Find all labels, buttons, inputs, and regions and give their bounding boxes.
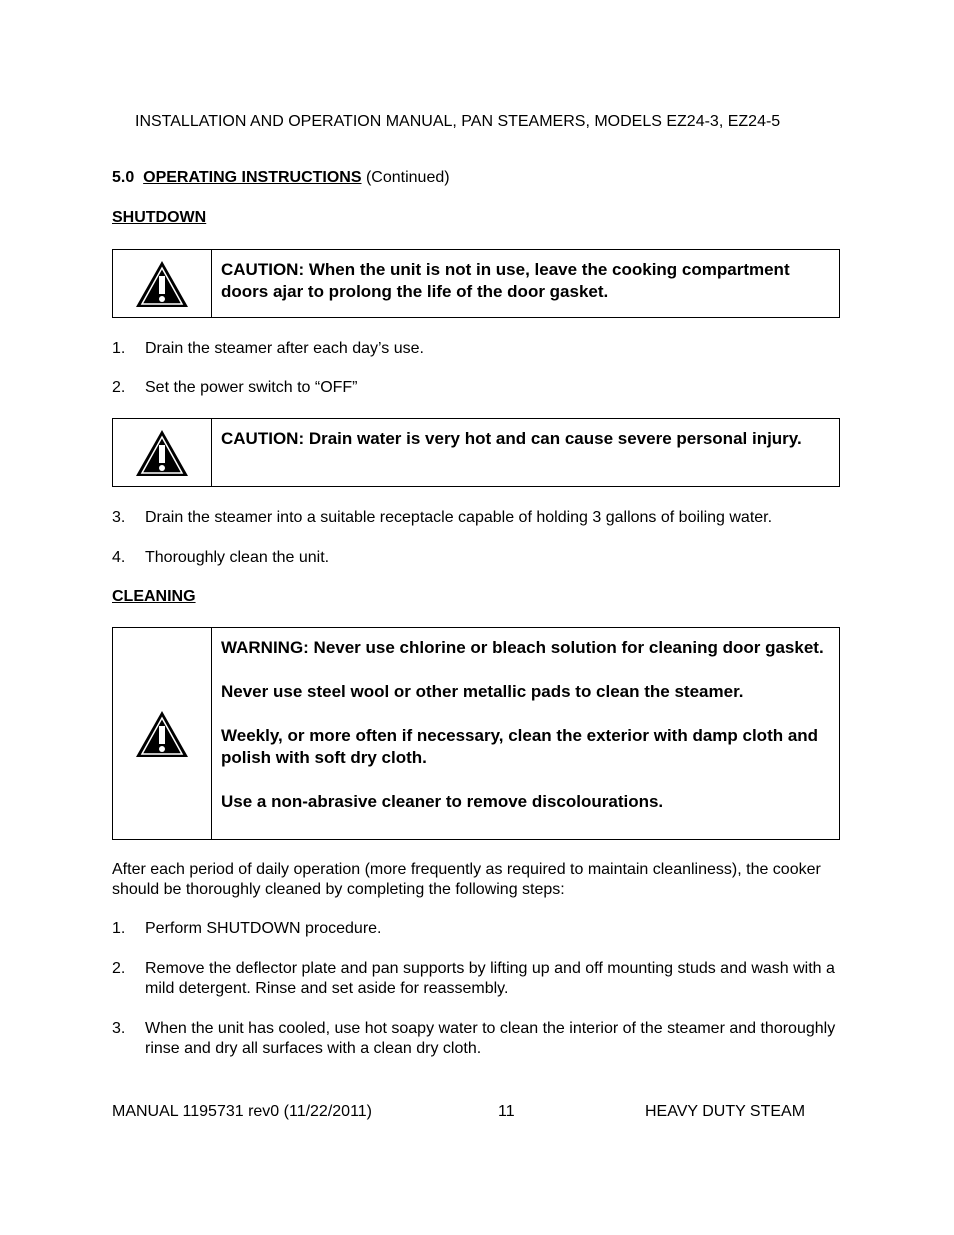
cleaning-intro: After each period of daily operation (more frequently as required to maintain cleanliness), the cooker should be thoroughly cleaned by completing the following steps: (112, 861, 821, 898)
caution-icon-cell (113, 250, 212, 317)
caution-icon-cell (113, 419, 212, 486)
section-title (112, 169, 450, 187)
list-item: 2. Set the power switch to “OFF” (112, 379, 358, 396)
warning-triangle-icon (134, 709, 190, 759)
footer-brand: HEAVY DUTY STEAM (645, 1103, 806, 1120)
warning-text-cleaning: WARNING: Never use chlorine or bleach solution for cleaning door gasket. Never use steel wool or other metallic pads to clean the steamer. Weekly, or more often if necessary, clean the exterior with damp cloth and polish with soft dry cloth. Use a non-abrasive cleaner to remove discolourations. (221, 638, 824, 811)
section-number: 5.0 (112, 169, 135, 186)
warning-triangle-icon (134, 428, 190, 478)
caution-box-drain (112, 418, 840, 487)
caution-box-doors (112, 249, 840, 318)
caution-text-doors: CAUTION: When the unit is not in use, leave the cooking compartment doors ajar to prolong the life of the door gasket. (221, 260, 790, 301)
list-item: 3. Drain the steamer into a suitable receptacle capable of holding 3 gallons of boiling water. (112, 509, 773, 526)
caution-text-drain: CAUTION: Drain water is very hot and can cause severe personal injury. (221, 429, 802, 448)
page-header: INSTALLATION AND OPERATION MANUAL, PAN STEAMERS, MODELS EZ24-3, EZ24-5 (135, 113, 781, 130)
footer-manual: MANUAL 1195731 rev0 (11/22/2011) (112, 1103, 373, 1120)
footer-page-number: 11 (498, 1103, 515, 1120)
section-name: OPERATING INSTRUCTIONS (143, 169, 362, 186)
list-item: 1. Drain the steamer after each day’s use. (112, 340, 424, 357)
list-item: 3. When the unit has cooled, use hot soapy water to clean the interior of the steamer and thoroughly rinse and dry all surfaces with a clean dry cloth. (112, 1020, 836, 1057)
section-suffix: (Continued) (365, 169, 450, 186)
warning-icon-cell (113, 628, 212, 839)
list-item: 1. Perform SHUTDOWN procedure. (112, 920, 382, 937)
warning-triangle-icon (134, 259, 190, 309)
shutdown-heading: SHUTDOWN (112, 209, 207, 226)
list-item: 2. Remove the deflector plate and pan supports by lifting up and off mounting studs and wash with a mild detergent. Rinse and set aside for reassembly. (112, 960, 835, 997)
list-item: 4. Thoroughly clean the unit. (112, 549, 330, 566)
cleaning-heading: CLEANING (112, 588, 196, 605)
warning-box-cleaning (112, 627, 840, 840)
